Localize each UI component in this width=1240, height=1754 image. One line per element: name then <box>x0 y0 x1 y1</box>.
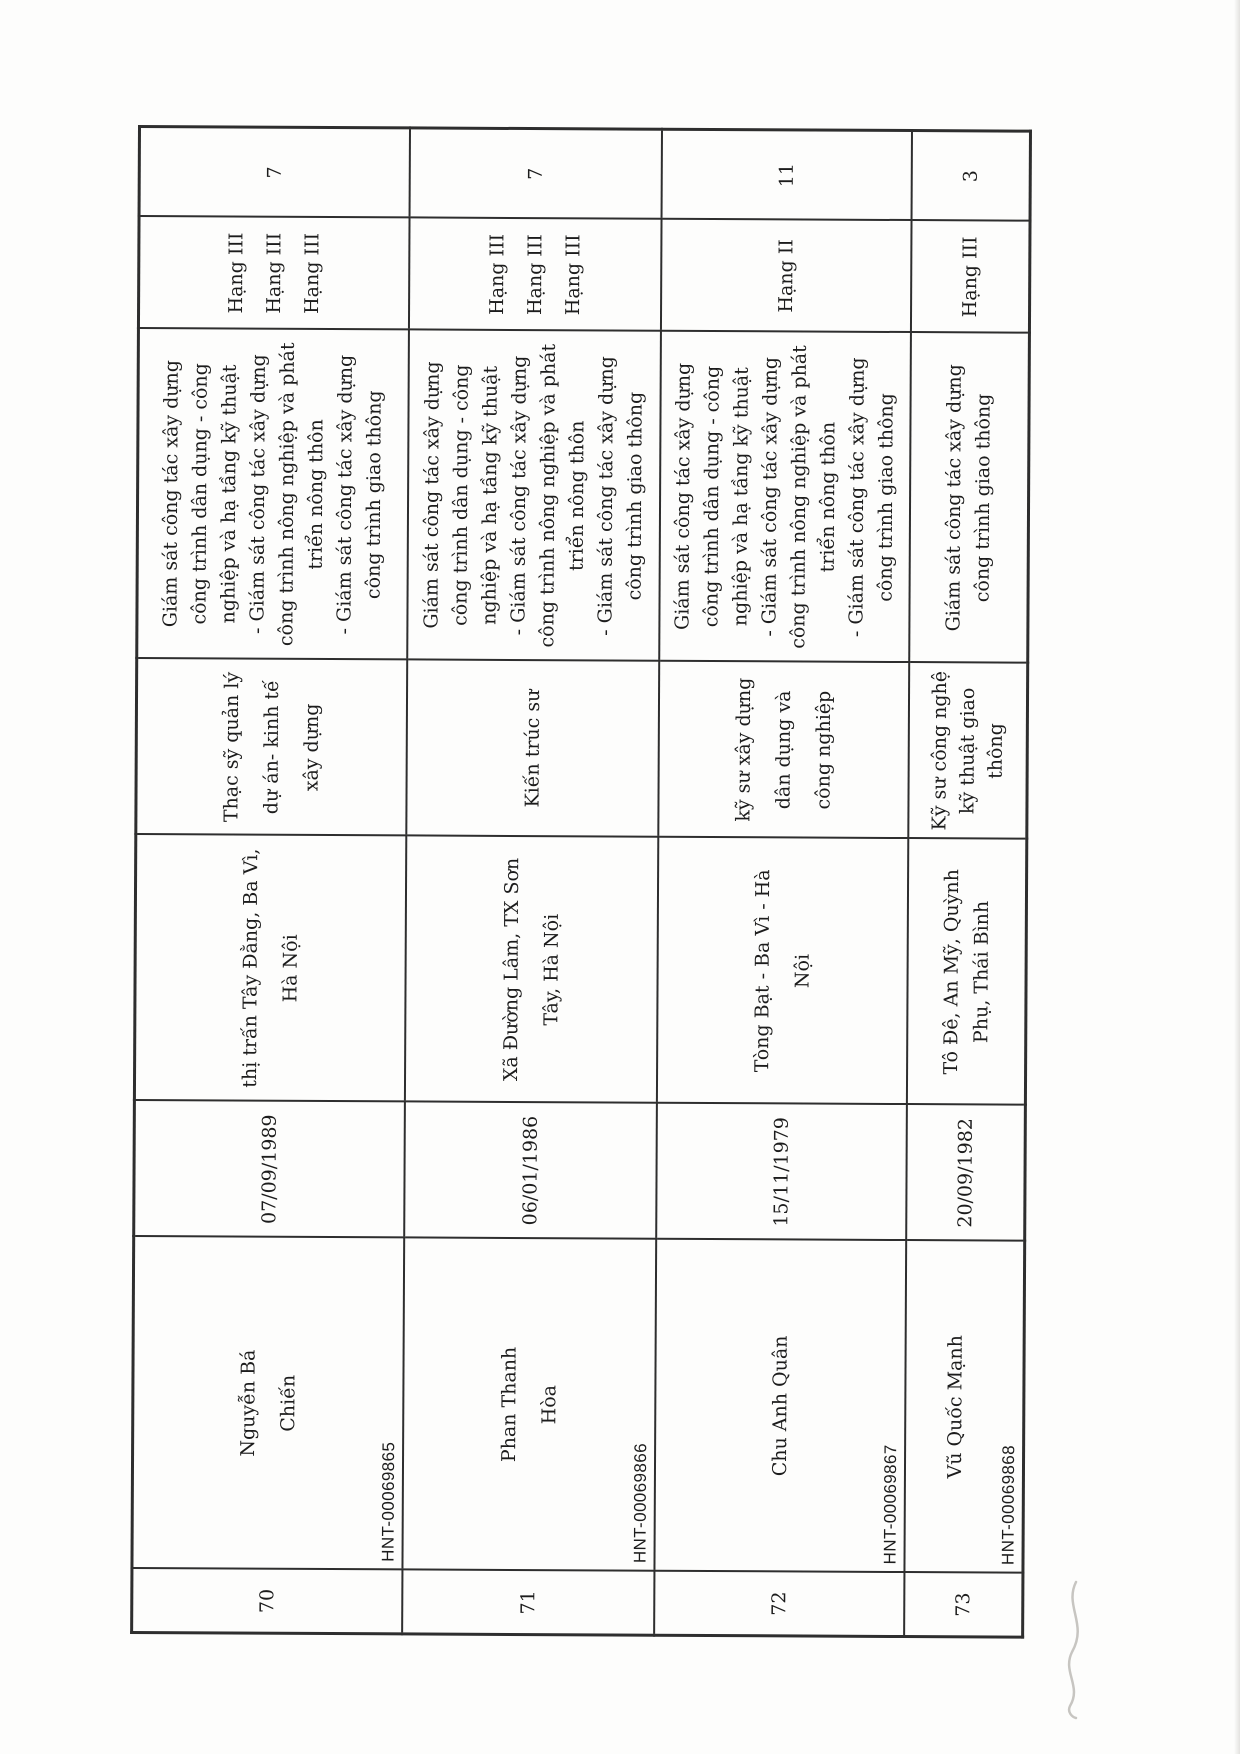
stt-number: 72 <box>767 1591 790 1616</box>
table-row-entry-71 <box>402 128 662 1635</box>
certificate-number: HNT-00069868 <box>998 1444 1019 1566</box>
cell-qualification <box>658 661 909 838</box>
scope-line: - Giám sát công tác xây dựng <box>507 355 531 636</box>
address-line: Nội <box>791 953 814 989</box>
rank-line: Hạng II <box>775 239 798 313</box>
count-value: 3 <box>959 170 982 183</box>
qualification-line: thông <box>984 723 1007 779</box>
scan-edge-shadow <box>1234 0 1240 1754</box>
cell-name-cert <box>132 1236 404 1569</box>
cell-stt <box>132 1568 403 1633</box>
qualification-line: Kiến trúc sư <box>521 689 545 808</box>
address-line: Tây, Hà Nội <box>540 913 563 1026</box>
certificate-register-table <box>130 125 1032 1639</box>
scope-line: công trình giao thông <box>971 393 995 603</box>
cell-stt <box>402 1570 654 1635</box>
scope-line: Giám sát công tác xây dựng <box>671 362 695 631</box>
address-line: Tô Đê, An Mỹ, Quỳnh <box>940 869 964 1075</box>
cell-name-cert <box>904 1241 1024 1574</box>
cell-dob <box>404 1102 657 1239</box>
scope-line: công trình nông nghiệp và phát <box>536 343 560 648</box>
scope-line: - Giám sát công tác xây dựng <box>758 356 782 637</box>
cell-supervision-scope <box>407 330 661 661</box>
stt-number: 71 <box>516 1590 539 1615</box>
rank-line: Hạng III <box>524 234 547 316</box>
cell-rank <box>911 221 1030 334</box>
count-value: 7 <box>524 167 547 180</box>
name-line: Chu Anh Quân <box>768 1335 792 1477</box>
scope-line: nghiệp và hạ tầng kỹ thuật <box>478 365 502 625</box>
scope-line: triển nông thôn <box>816 421 840 573</box>
qualification-line: dự án- kinh tế <box>260 680 284 815</box>
cell-rank <box>661 219 912 332</box>
scope-line: nghiệp và hạ tầng kỹ thuật <box>729 367 753 627</box>
scope-line: - Giám sát công tác xây dựng <box>246 354 270 635</box>
cell-count <box>410 128 662 219</box>
scope-line: - Giám sát công tác xây dựng <box>594 356 618 636</box>
rotated-table-area <box>138 128 1019 1634</box>
qualification-line: Kỹ sư công nghệ <box>928 670 952 831</box>
name-line: Chiến <box>277 1374 300 1432</box>
dob-value: 06/01/1986 <box>518 1115 542 1226</box>
scope-line: triển nông thôn <box>565 420 589 572</box>
qualification-line: Thạc sỹ quản lý <box>220 671 244 823</box>
person-name <box>941 1242 969 1572</box>
scope-line: Giám sát công tác xây dựng <box>420 361 444 629</box>
table-row-entry-72 <box>654 129 912 1636</box>
qualification-line: công nghiệp <box>812 690 836 810</box>
cell-dob <box>906 1105 1025 1242</box>
dob-value: 15/11/1979 <box>769 1117 793 1227</box>
scope-line: nghiệp và hạ tầng kỹ thuật <box>217 364 241 624</box>
scope-line: công trình dân dụng - công <box>700 365 724 628</box>
table-row-entry-73 <box>904 131 1030 1638</box>
cell-address <box>907 839 1027 1106</box>
scope-line: công trình giao thông <box>874 393 898 602</box>
cell-stt <box>654 1571 904 1636</box>
cell-rank <box>409 218 662 331</box>
rank-line: Hạng III <box>263 232 286 314</box>
person-name <box>759 1241 801 1571</box>
qualification-line: dân dụng và <box>772 690 796 810</box>
certificate-number: HNT-00069867 <box>880 1444 901 1565</box>
address-line: Phụ, Thái Bình <box>970 900 993 1044</box>
scope-line: công trình giao thông <box>362 390 386 600</box>
cell-name-cert <box>654 1239 906 1572</box>
dob-value: 20/09/1982 <box>953 1118 977 1228</box>
qualification-line: kỹ thuật giao <box>956 687 980 815</box>
rank-line: Hạng III <box>301 232 324 314</box>
name-line: Phan Thanh <box>498 1346 521 1463</box>
cell-count <box>662 129 912 220</box>
cell-supervision-scope <box>659 331 911 662</box>
cell-name-cert <box>402 1238 656 1571</box>
name-line: Hòa <box>538 1384 561 1425</box>
cell-supervision-scope <box>137 329 409 660</box>
stt-number: 73 <box>951 1592 974 1617</box>
cell-address <box>134 834 406 1101</box>
cell-address <box>405 836 658 1103</box>
cell-supervision-scope <box>909 333 1029 664</box>
address-line: Hà Nội <box>279 934 302 1003</box>
scope-line: công trình giao thông <box>623 391 647 601</box>
count-value: 7 <box>263 166 286 179</box>
pen-squiggle-artifact <box>1060 1580 1094 1720</box>
cell-qualification <box>908 663 1027 840</box>
address-line: thị trấn Tây Đằng, Ba Vì, <box>238 848 263 1088</box>
cell-qualification <box>136 659 407 836</box>
name-line: Vũ Quốc Mạnh <box>943 1335 967 1479</box>
scope-line: công trình dân dụng - công <box>449 364 473 626</box>
table-row-entry-70 <box>132 127 410 1634</box>
cell-count <box>139 127 410 218</box>
scope-line: công trình nông nghiệp và phát <box>275 342 299 647</box>
certificate-number: HNT-00069865 <box>378 1441 399 1562</box>
scope-line: Giám sát công tác xây dựng <box>942 364 966 632</box>
cell-dob <box>656 1103 907 1240</box>
scope-line: Giám sát công tác xây dựng <box>159 360 183 628</box>
cell-count <box>912 131 1031 222</box>
scope-line: công trình dân dụng - công <box>188 363 212 625</box>
cell-rank <box>138 217 409 330</box>
address-line: Xã Đường Lâm, TX Sơn <box>500 857 524 1082</box>
scope-line: triển nông thôn <box>304 419 328 570</box>
dob-value: 07/09/1989 <box>257 1114 281 1225</box>
cell-stt <box>904 1573 1023 1638</box>
scope-line: - Giám sát công tác xây dựng <box>333 354 357 635</box>
count-value: 11 <box>775 162 798 188</box>
person-name <box>488 1239 570 1569</box>
name-line: Nguyễn Bá <box>237 1349 260 1457</box>
scope-line: công trình nông nghiệp và phát <box>787 345 811 649</box>
rank-line: Hạng III <box>486 233 509 315</box>
rank-line: Hạng III <box>225 232 248 314</box>
cell-address <box>657 837 908 1104</box>
person-name <box>227 1238 309 1568</box>
rank-line: Hạng III <box>959 236 982 318</box>
qualification-line: kỹ sư xây dựng <box>732 677 756 822</box>
qualification-line: xây dựng <box>300 703 323 792</box>
cell-dob <box>134 1100 405 1237</box>
cell-qualification <box>406 660 659 837</box>
scope-line: - Giám sát công tác xây dựng <box>845 357 869 638</box>
stt-number: 70 <box>255 1588 278 1614</box>
rank-line: Hạng III <box>562 234 585 316</box>
certificate-number: HNT-00069866 <box>630 1442 651 1564</box>
address-line: Tòng Bạt - Ba Vì - Hà <box>751 869 775 1073</box>
